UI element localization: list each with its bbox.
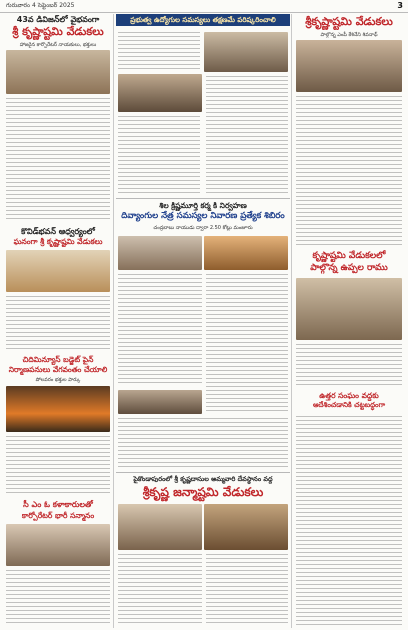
subheadline: చంద్రబాబు నాయుడు ద్వారా 2.50 కోట్లు మంజూరు [153, 225, 253, 231]
section-rule [116, 472, 290, 473]
headline: నిర్మాణపనులు వేగవంతం చేయాలి [8, 365, 108, 374]
headline-banner: ప్రభుత్వ ఉద్యోగుల సమస్యలు తక్షణమే పరిష్కరించాలి [116, 14, 290, 26]
news-photo [204, 236, 288, 270]
subheadline: పోలవరం భక్తుల పార్కు [35, 377, 81, 383]
news-photo [6, 250, 110, 292]
page-header [0, 0, 408, 13]
news-photo [6, 50, 110, 94]
left-column [4, 14, 112, 628]
headline: శ్రీకృష్ణాష్టమి వేడుకలు [305, 15, 393, 28]
headline: ఘనంగా శ్రీ కృష్ణాష్టమి వేడుకలు [13, 237, 103, 246]
headline-kicker: పైకొండాపురంలో శ్రీ కృష్ణదాసుల అమ్మవారి దేవస్థానం వద్ద [133, 475, 273, 483]
article-body [118, 32, 200, 72]
headline: శ్రీకృష్ణ జన్మాష్టమి వేడుకలు [142, 485, 264, 499]
article-body [6, 570, 110, 626]
news-photo [296, 278, 402, 340]
article-body [118, 274, 202, 386]
article-body [118, 554, 202, 626]
headline: పాల్గొన్న ఉప్పల రాము [310, 263, 388, 273]
article-body [118, 418, 288, 468]
headline: శ్రీ కృష్ణాష్టమి వేడుకలు [12, 25, 104, 38]
news-photo [118, 390, 202, 414]
subheadline: పాల్గొన్న ఎంపీ కేశినేని శివనాథ్ [320, 32, 378, 38]
headline-kicker: కొవిడ్‌భవన్ ఆధ్వర్యంలో [21, 227, 95, 236]
news-photo [6, 524, 110, 566]
subheadline: హాజరైన కార్పొరేటర్ నాయకులు, భక్తులు [19, 42, 97, 48]
section-rule [116, 198, 290, 199]
issue-date: గురువారం 4 సెప్టెంబర్ 2025 [6, 2, 75, 9]
headline-kicker: 43వ డివిజన్‌లో వైభవంగా [16, 15, 100, 24]
article-body [118, 116, 200, 194]
article-body [6, 98, 110, 222]
column-divider [113, 14, 114, 628]
news-photo [6, 386, 110, 432]
article-body [206, 554, 288, 626]
middle-column [116, 14, 290, 628]
news-photo [296, 40, 402, 92]
headline: దివ్యాంగుల నేత్ర సమస్యల నివారణ ప్రత్యేక శిబిరం [121, 211, 285, 221]
article-body [6, 296, 110, 352]
right-column [294, 14, 404, 628]
headline: చిదిమిన్యూస్ బడ్జెట్ పైన్ [22, 355, 94, 364]
article-body [296, 416, 402, 626]
headline: సీ ఎం ఓ కళాకారులతో [23, 500, 93, 509]
news-photo [204, 504, 288, 550]
headline: కృష్ణాష్టమి వేడుకలలో [312, 251, 386, 261]
article-body [6, 436, 110, 496]
article-body [296, 96, 402, 246]
column-divider [291, 14, 292, 628]
headline-kicker: శిల క్రిష్ణమూర్తి కర్మ కి నిర్వహణ [159, 201, 247, 210]
news-photo [118, 504, 202, 550]
page-number: 3 [397, 1, 403, 10]
article-body [296, 344, 402, 388]
news-photo [118, 74, 202, 112]
news-photo [204, 32, 288, 72]
headline: కార్పోరేటర్ భారీ సన్మానం [21, 511, 95, 520]
article-body [206, 274, 288, 414]
article-body [206, 76, 288, 194]
news-photo [118, 236, 202, 270]
headline: ఆదేశించడానికి చట్టబద్ధంగా [312, 401, 386, 409]
headline: ఉత్తర సంఘం వద్దకు [319, 391, 379, 400]
